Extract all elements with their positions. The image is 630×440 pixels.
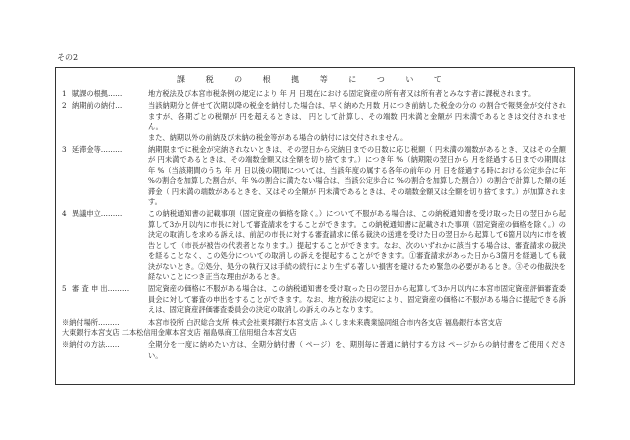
payment-places-continued bbox=[62, 328, 566, 338]
notice-title: 課 税 の 根 拠 等 に つ い て bbox=[177, 75, 451, 84]
section-label: 異議申立……… bbox=[72, 209, 123, 219]
section-paragraph: 固定資産の価格に不服がある場合は、この納税通知書を受け取った日の翌日から起算して3か月以内に本宮市固定資産評価審査委員会に対して審査の申出をすることができます。なお、地方税法の規定により、固定資産の価格に不服がある場合に提起できる訴えは、固定資産評価審査委員会の決定の取消しの訴えのみとなります。 bbox=[148, 284, 566, 315]
section-label: 審 査 申 出……… bbox=[72, 284, 130, 294]
section-number: 3 bbox=[62, 145, 67, 155]
section-number: 5 bbox=[62, 284, 67, 294]
payment-method-label: ※納付の方法…… bbox=[62, 340, 120, 350]
section-number: 2 bbox=[62, 101, 67, 111]
section-paragraph: 納期限までに税金が完納されないときは、その翌日から完納日までの日数に応じ税額（ 円未満の端数があるとき、又はその全額が 円未満であるときは、その端数金額又は全額を切り捨てます。）につき年 %（納期限の翌日から 月を経過する日までの期間は年 %（当該期間のうち 年 月 日以後の期間については、当該年度の属する各年の前年の 月 日を経過する時における公定歩合に年 %の割合を加算した割合が、年 %の割合に満たない場合は、当該公定歩合に %の割合を加算した割合））の割合で計算した額の延滞金（ 円未満の端数があるときを、又はその全額が 円未満であるときは、その端数金額又は全額を切り捨てます。）が加算されます。 bbox=[148, 145, 566, 207]
section-paragraph: また、納期以外の前納及び未納の税金等がある場合の納付には交付されません。 bbox=[148, 132, 408, 142]
payment-place-line: 本宮市役所 白沢総合支所 株式会社東邦銀行本宮支店 ふくしま未来農業協同組合市内各支店 福島銀行本宮支店 bbox=[148, 317, 503, 327]
payment-places-body bbox=[148, 318, 566, 328]
section-number: 1 bbox=[62, 89, 67, 98]
section-late-charges bbox=[62, 145, 566, 207]
payment-places-body bbox=[62, 328, 566, 338]
section-label: 延滞金等……… bbox=[72, 145, 123, 155]
section-paragraph: この納税通知書の記載事項（固定資産の価格を除く。）について不服がある場合は、この納税通知書を受け取った日の翌日から起算して3か月以内に市長に対して審査請求をすることができます。この納税通知書に記載された事項（固定資産の価格を除く。）の決定の取消しを求める訴えは、前記の市長に対する審査請求に係る裁決の送達を受けた日の翌日から起算して6箇月以内に市を被告として（市長が被告の代表者となります。）提起することができます。なお、次のいずれかに該当する場合は、審査請求の裁決を経ることなく、この処分についての取消しの訴えを提起することができます。①審査請求があった日から3箇月を経過しても裁決がないとき。②処分、処分の執行又は手続の続行により生ずる著しい損害を避けるため緊急の必要があるとき。③その他裁決を経ないことにつき正当な理由があるとき。 bbox=[148, 209, 566, 281]
section-label: 納期前の納付… bbox=[72, 101, 123, 111]
section-body bbox=[148, 209, 566, 282]
section-objection bbox=[62, 209, 566, 282]
section-body bbox=[148, 284, 566, 315]
section-number: 4 bbox=[62, 209, 67, 219]
payment-method-text: 全期分を一度に納めたい方は、全期分納付書（ ページ）を、期別毎に普通に納付する方は ページからの納付書をご使用ください。 bbox=[148, 340, 566, 360]
section-body bbox=[148, 89, 566, 99]
section-body bbox=[148, 101, 566, 143]
section-paragraph: 当該納期分と併せて次期以降の税金を納付した場合は、早く納めた月数 月につき前納した税金の分の の割合で報奨金が交付されますが、各期ごとの税額が 円を超えるときは、 円として計算し、その端数 円未満と金額が 円未満であるときは交付されません。 bbox=[148, 101, 566, 132]
tax-basis-notice bbox=[55, 67, 575, 385]
payment-places bbox=[62, 318, 566, 328]
section-review-request bbox=[62, 284, 566, 315]
payment-method-body bbox=[148, 340, 566, 361]
payment-place-line: 大東銀行本宮支店 二本松信用金庫本宮支店 福島県商工信用組合本宮支店 bbox=[62, 327, 297, 337]
payment-method bbox=[62, 340, 566, 361]
section-label: 賦課の根拠…… bbox=[72, 89, 123, 98]
page-label: その2 bbox=[57, 53, 79, 62]
section-assessment-basis bbox=[62, 89, 566, 99]
payment-places-label: ※納付場所……… bbox=[62, 317, 120, 327]
section-body bbox=[148, 145, 566, 207]
section-paragraph: 地方税法及び本宮市税条例の規定により 年 月 日現在における固定資産の所有者又は所有者とみなす者に課税されます。 bbox=[148, 89, 536, 98]
section-early-payment bbox=[62, 101, 566, 143]
